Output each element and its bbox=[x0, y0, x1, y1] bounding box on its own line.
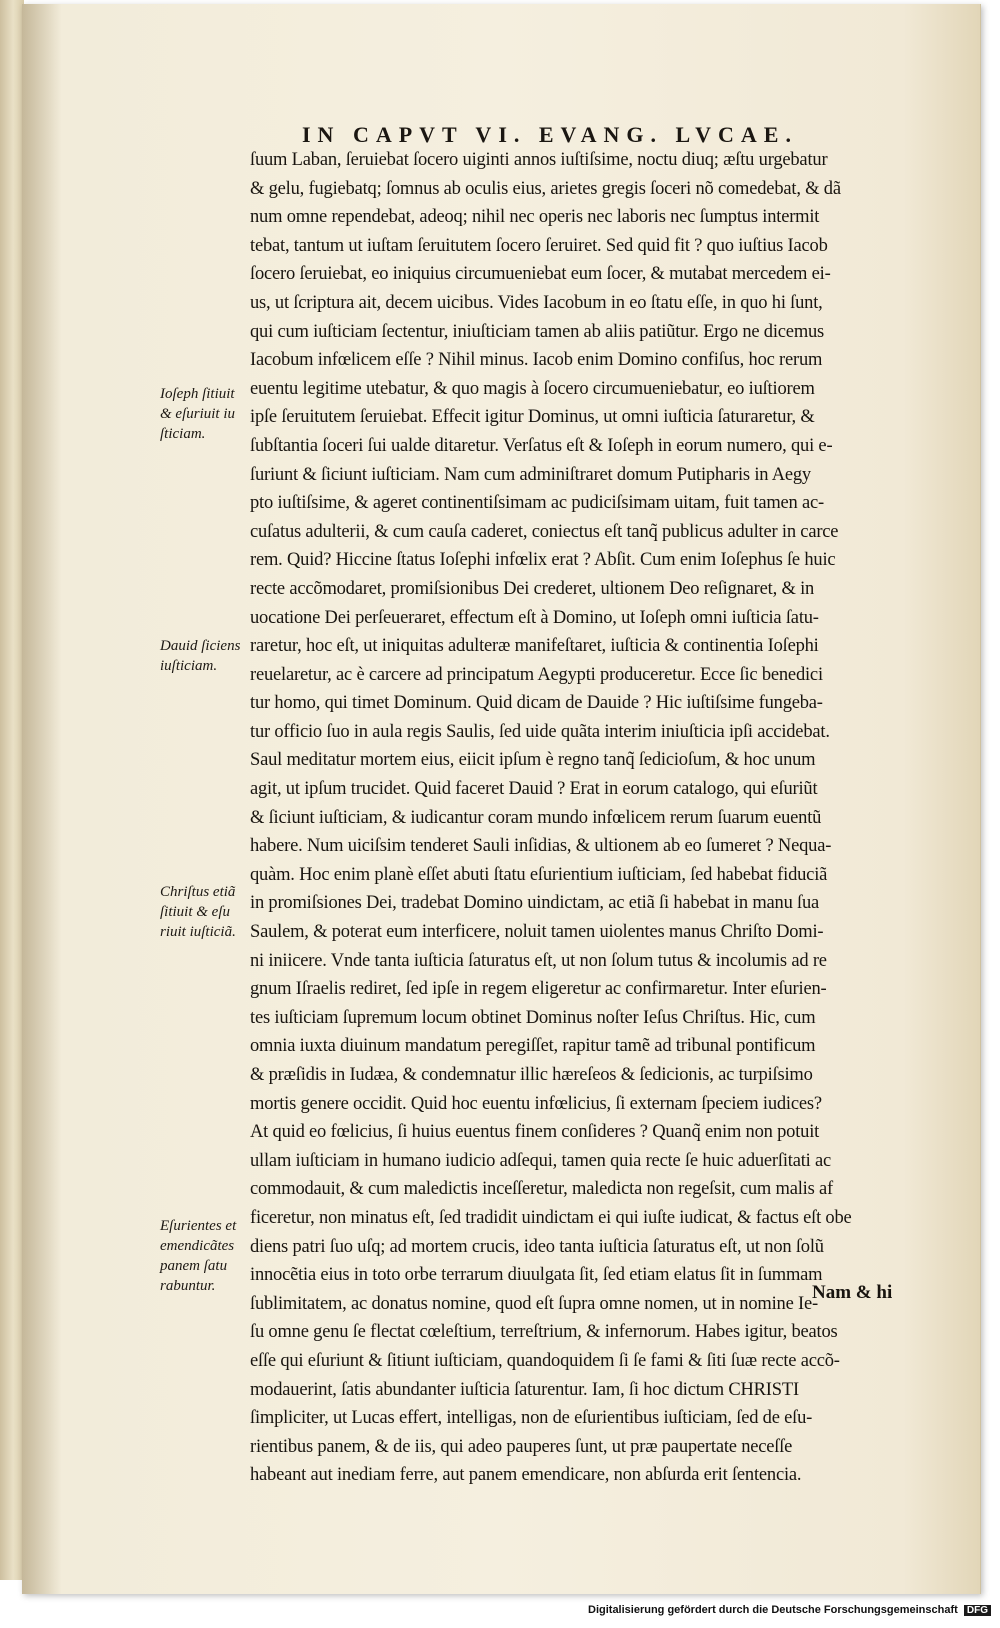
body-line: ſubſtantia ſoceri ſui ualde ditaretur. Verſatus eſt & Ioſeph in eorum numero, qui e- bbox=[250, 435, 833, 456]
body-line: At quid eo fœlicius, ſi huius euentus finem conſideres ? Quanq̃ enim non potuit bbox=[250, 1122, 820, 1143]
body-line: ſu omne genu ſe flectat cœleſtium, terreſtrium, & infernorum. Habes igitur, beatos bbox=[250, 1322, 838, 1343]
body-line: gnum Iſraelis rediret, ſed ipſe in regem eligeretur ac confirmaretur. Inter eſurien- bbox=[250, 979, 827, 1000]
body-line: ſocero ſeruiebat, eo iniquius circumueniebat eum ſocer, & mutabat mercedem ei- bbox=[250, 264, 831, 285]
body-line: habere. Num uiciſsim tenderet Sauli inſidias, & ultionem ab eo ſumeret ? Nequa- bbox=[250, 836, 832, 857]
body-line: uocatione Dei perſeueraret, effectum eſt à Domino, ut Ioſeph omni iuſticia ſatu- bbox=[250, 607, 819, 628]
body-line: ſuum Laban, ſeruiebat ſocero uiginti annos iuſtiſsime, noctu diuq; æſtu urgebatur bbox=[250, 150, 828, 170]
running-header: IN CAPVT VI. EVANG. LVCAE. bbox=[302, 122, 798, 147]
body-line: commodauit, & cum maledictis inceſſeretur, maledicta non regeſsit, cum malis af bbox=[250, 1179, 833, 1200]
body-line: innocẽtia eius in toto orbe terrarum diuulgata ſit, ſed etiam elatus ſit in ſummam bbox=[250, 1265, 823, 1286]
marginal-note-line: riuit iuſticiã. bbox=[160, 924, 236, 940]
body-line: reuelaretur, ac è carcere ad principatum Aegypti produceretur. Ecce ſic benedici bbox=[250, 664, 823, 685]
body-line: ficeretur, non minatus eſt, ſed tradidit uindictam ei qui iuſte iudicat, & factus eſt obe bbox=[250, 1207, 852, 1228]
body-line: omnia iuxta diuinum mandatum peregiſſet, rapitur tamẽ ad tribunal pontificum bbox=[250, 1036, 816, 1057]
body-line: Saul meditatur mortem eius, eiicit ipſum è regno tanq̃ ſedicioſum, & hoc unum bbox=[250, 750, 816, 771]
body-line: ipſe ſeruitutem ſeruiebat. Effecit igitur Dominus, ut omni iuſticia ſaturaretur, & bbox=[250, 407, 815, 428]
body-line: quàm. Hoc enim planè eſſet abuti ſtatu eſurientium iuſticiam, ſed habebat fiduciã bbox=[250, 864, 828, 885]
marginal-note-line: Chriſtus etiã bbox=[160, 884, 236, 900]
body-text bbox=[250, 146, 910, 1490]
marginal-note-line: iuſticiam. bbox=[160, 658, 218, 674]
body-line: ſuriunt & ſiciunt iuſticiam. Nam cum adminiſtraret domum Putipharis in Aegy bbox=[250, 464, 811, 485]
body-line: eſſe qui eſuriunt & ſitiunt iuſticiam, quandoquidem ſi ſe fami & ſiti ſuæ recte accõ- bbox=[250, 1350, 840, 1371]
marginal-note-line: & eſuriuit iu bbox=[160, 406, 235, 422]
spine-shadow bbox=[22, 4, 62, 1594]
marginal-note-esurientes bbox=[160, 1216, 252, 1296]
marginal-note-line: Eſurientes et bbox=[160, 1218, 237, 1234]
marginal-note-line: emendicãtes bbox=[160, 1238, 235, 1254]
body-line: tur homo, qui timet Dominum. Quid dicam de Dauide ? Hic iuſtiſsime fungeba- bbox=[250, 693, 823, 714]
body-line: raretur, hoc eſt, ut iniquitas adulteræ manifeſtaret, iuſticia & continentia Ioſephi bbox=[250, 636, 819, 657]
catchword: Nam & hi bbox=[812, 1282, 893, 1303]
body-line: & ſiciunt iuſticiam, & iudicantur coram mundo infœlicem rerum ſuarum euentũ bbox=[250, 807, 822, 828]
body-line: ullam iuſticiam in humano iudicio adſequi, tamen quia recte ſe huic aduerſitati ac bbox=[250, 1150, 832, 1171]
page-stack-edge bbox=[0, 0, 24, 1580]
digitization-footer bbox=[588, 1604, 988, 1616]
marginal-note-christ bbox=[160, 882, 252, 942]
marginal-note-line: Ioſeph ſitiuit bbox=[160, 386, 235, 402]
body-line: us, ut ſcriptura ait, decem uicibus. Vides Iacobum in eo ſtatu eſſe, in quo hi ſunt, bbox=[250, 292, 823, 313]
body-line: habeant aut inediam ferre, aut panem emendicare, non abſurda erit ſentencia. bbox=[250, 1465, 802, 1486]
body-line: recte accõmodaret, promiſsionibus Dei crederet, ultionem Deo reſignaret, & in bbox=[250, 578, 815, 599]
body-line: tes iuſticiam ſupremum locum obtinet Dominus noſter Ieſus Chriſtus. Hic, cum bbox=[250, 1007, 816, 1028]
body-line: in promiſsiones Dei, tradebat Domino uindictam, ac etiã ſi habebat in manu ſua bbox=[250, 893, 820, 914]
body-line: & præſidis in Iudæa, & condemnatur illic hæreſeos & ſedicionis, ac turpiſsimo bbox=[250, 1065, 813, 1085]
body-line: num omne rependebat, adeoq; nihil nec operis nec laboris nec ſumptus intermit bbox=[250, 207, 820, 228]
marginal-note-line: rabuntur. bbox=[160, 1278, 216, 1294]
body-line: & gelu, fugiebatq; ſomnus ab oculis eius, arietes gregis ſoceri nõ comedebat, & dã bbox=[250, 178, 841, 199]
marginal-note-line: ſitiuit & eſu bbox=[160, 904, 230, 920]
body-line: euentu legitime utebatur, & quo magis à ſocero circumueniebatur, eo iuſtiorem bbox=[250, 378, 815, 399]
body-line: cuſatus adulterii, & cum cauſa caderet, coniectus eſt tanq̃ publicus adulter in carce bbox=[250, 521, 839, 542]
body-line: rem. Quid? Hiccine ſtatus Ioſephi infœlix erat ? Abſit. Cum enim Ioſephus ſe huic bbox=[250, 550, 836, 571]
marginal-note-line: Dauid ſiciens bbox=[160, 638, 241, 654]
marginal-note-line: ſticiam. bbox=[160, 426, 206, 442]
marginal-note-joseph bbox=[160, 384, 252, 444]
body-line: modauerint, ſatis abundanter iuſticia ſaturentur. Iam, ſi hoc dictum CHRISTI bbox=[250, 1379, 799, 1400]
marginal-note-david bbox=[160, 636, 252, 676]
body-line: tur officio ſuo in aula regis Saulis, ſed uide quãta interim iniuſticia ipſi accidebat. bbox=[250, 721, 830, 742]
body-line: ni iniicere. Vnde tanta iuſticia ſaturatus eſt, ut non ſolum tutus & incolumis ad re bbox=[250, 950, 827, 971]
footer-text: Digitalisierung gefördert durch die Deutsche Forschungsgemeinschaft bbox=[588, 1604, 958, 1616]
body-line: ſublimitatem, ac donatus nomine, quod eſt ſupra omne nomen, ut in nomine Ie- bbox=[250, 1293, 818, 1314]
body-line: Saulem, & poterat eum interficere, noluit tamen uiolentes manus Chriſto Domi- bbox=[250, 922, 824, 943]
body-line: tebat, tantum ut iuſtam ſeruitutem ſocero ſeruiret. Sed quid fit ? quo iuſtius Iacob bbox=[250, 235, 828, 256]
body-line: pto iuſtiſsime, & ageret continentiſsimam ac pudiciſsimam uitam, fuit tamen ac- bbox=[250, 493, 824, 514]
body-line: rientibus panem, & de iis, qui adeo pauperes ſunt, ut præ paupertate neceſſe bbox=[250, 1436, 793, 1457]
body-line: agit, ut ipſum trucidet. Quid faceret Dauid ? Erat in eorum catalogo, qui eſuriũt bbox=[250, 779, 818, 800]
body-line: ſimpliciter, ut Lucas effert, intelligas, non de eſurientibus iuſticiam, ſed de eſu- bbox=[250, 1408, 813, 1429]
marginal-note-line: panem ſatu bbox=[160, 1258, 228, 1274]
dfg-logo: DFG bbox=[964, 1605, 991, 1616]
body-line: diens patri ſuo uſq; ad mortem crucis, ideo tanta iuſticia ſaturatus eſt, ut non ſolũ bbox=[250, 1236, 824, 1257]
body-line: mortis genere occidit. Quid hoc euentu infœlicius, ſi externam ſpeciem iudices? bbox=[250, 1093, 822, 1114]
body-line: qui cum iuſticiam ſectentur, iniuſticiam tamen ab aliis patiũtur. Ergo ne dicemus bbox=[250, 321, 825, 342]
body-line: Iacobum infœlicem eſſe ? Nihil minus. Iacob enim Domino confiſus, hoc rerum bbox=[250, 350, 823, 371]
